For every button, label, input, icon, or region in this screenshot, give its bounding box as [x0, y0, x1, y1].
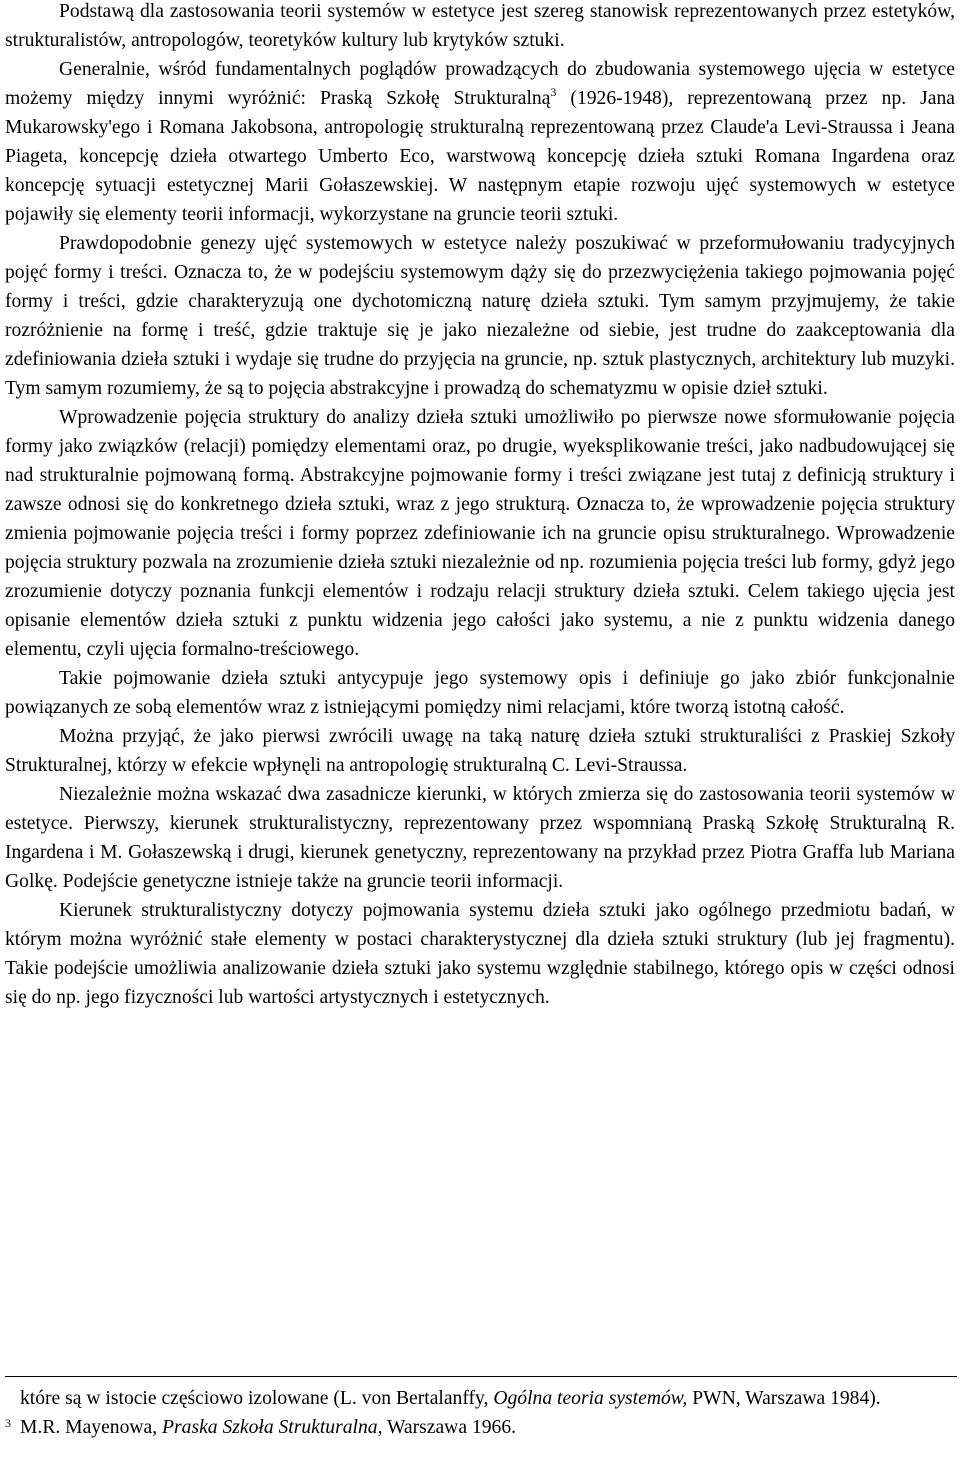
paragraph-text: (1926-1948), reprezentowaną przez np. Jana Mukarowsky'ego i Romana Jakobsona, antropologię strukturalną reprezentowaną przez Claude'a Levi-Straussa i Jeana Piageta, koncepcję dzieła otwartego Umberto Eco, warstwową koncepcję dzieła sztuki Romana Ingardena oraz koncepcję sytuacji estetycznej Marii Gołaszewskiej. W następnym etapie rozwoju ujęć systemowych w estetyce pojawiły się elementy teorii informacji, wykorzystane na gruncie teorii sztuki.: [5, 88, 955, 225]
footnote-text: M.R. Mayenowa,: [20, 1417, 163, 1438]
footnote-text: które są w istocie częściowo izolowane (L. von Bertalanffy,: [20, 1388, 494, 1409]
footnote-separator: [5, 1376, 957, 1377]
footnotes: [5, 1384, 955, 1442]
paragraph-text: Podstawą dla zastosowania teorii systemów w estetyce jest szereg stanowisk reprezentowanych przez estetyków, strukturalistów, antropologów, teoretyków kultury lub krytyków sztuki.: [5, 1, 955, 51]
paragraph-4: [5, 403, 955, 664]
paragraph-6: [5, 722, 955, 780]
footnote-mark: 3: [5, 1416, 11, 1430]
paragraph-text: Wprowadzenie pojęcia struktury do analizy dzieła sztuki umożliwiło po pierwsze nowe sformułowanie pojęcia formy jako związków (relacji) pomiędzy elementami oraz, po drugie, wyeksplikowanie treści, jako nadbudowującej się nad strukturalnie pojmowaną formą. Abstrakcyjne pojmowanie formy i treści związane jest tutaj z definicją struktury i zawsze odnosi się do konkretnego dzieła sztuki, wraz z jego strukturą. Oznacza to, że wprowadzenie pojęcia struktury zmienia pojmowanie pojęcia treści i formy poprzez zdefiniowanie ich na gruncie opisu strukturalnego. Wprowadzenie pojęcia struktury pozwala na zrozumienie dzieła sztuki niezależnie od np. rozumienia pojęcia treści lub formy, gdyż jego zrozumienie dotyczy poznania funkcji elementów i rodzaju relacji struktury dzieła sztuki. Celem takiego ujęcia jest opisanie elementów dzieła sztuki z punktu widzenia jego całości jako systemu, a nie z punktu widzenia danego elementu, czyli ujęcia formalno-treściowego.: [5, 407, 955, 660]
paragraph-3: [5, 229, 955, 403]
footnote-title: Ogólna teoria systemów,: [493, 1388, 688, 1409]
footnote-text: PWN, Warszawa 1984).: [687, 1388, 881, 1409]
paragraph-text: Można przyjąć, że jako pierwsi zwrócili uwagę na taką naturę dzieła sztuki strukturaliści z Praskiej Szkoły Strukturalnej, którzy w efekcie wpłynęli na antropologię strukturalną C. Levi-Straussa.: [5, 726, 955, 776]
paragraph-text: Niezależnie można wskazać dwa zasadnicze kierunki, w których zmierza się do zastosowania teorii systemów w estetyce. Pierwszy, kierunek strukturalistyczny, reprezentowany przez wspomnianą Praską Szkołę Strukturalną R. Ingardena i M. Gołaszewską i drugi, kierunek genetyczny, reprezentowany na przykład przez Piotra Graffa lub Mariana Golkę. Podejście genetyczne istnieje także na gruncie teorii informacji.: [5, 784, 955, 892]
document-body: [5, 0, 955, 1012]
paragraph-text: Kierunek strukturalistyczny dotyczy pojmowania systemu dzieła sztuki jako ogólnego przedmiotu badań, w którym można wyróżnić stałe elementy w postaci charakterystycznej dla dzieła sztuki struktury (lub jej fragmentu). Takie podejście umożliwia analizowanie dzieła sztuki jako systemu względnie stabilnego, którego opis w części odnosi się do np. jego fizyczności lub wartości artystycznych i estetycznych.: [5, 900, 955, 1008]
paragraph-text: Prawdopodobnie genezy ujęć systemowych w estetyce należy poszukiwać w przeformułowaniu tradycyjnych pojęć formy i treści. Oznacza to, że w podejściu systemowym dąży się do przezwyciężenia takiego pojmowania pojęć formy i treści, gdzie charakteryzują one dychotomiczną naturę dzieła sztuki. Tym samym przyjmujemy, że takie rozróżnienie na formę i treść, gdzie traktuje się je jako niezależne od siebie, jest trudne do zaakceptowania dla zdefiniowania dzieła sztuki i wydaje się trudne do przyjęcia na gruncie, np. sztuk plastycznych, architektury lub muzyki. Tym samym rozumiemy, że są to pojęcia abstrakcyjne i prowadzą do schematyzmu w opisie dzieł sztuki.: [5, 233, 955, 399]
footnote-title: Praska Szkoła Strukturalna,: [162, 1417, 383, 1438]
paragraph-7: [5, 780, 955, 896]
footnote-3: [5, 1413, 955, 1442]
paragraph-2: [5, 55, 955, 229]
footnote-continuation: [5, 1384, 955, 1413]
paragraph-text: Generalnie, wśród fundamentalnych poglądów prowadzących do zbudowania systemowego ujęcia w estetyce możemy między innymi wyróżnić: Praską Szkołę Strukturalną: [5, 59, 955, 109]
paragraph-text: Takie pojmowanie dzieła sztuki antycypuje jego systemowy opis i definiuje go jako zbiór funkcjonalnie powiązanych ze sobą elementów wraz z istniejącymi pomiędzy nimi relacjami, które tworzą istotną całość.: [5, 668, 955, 718]
footnote-text: Warszawa 1966.: [382, 1417, 517, 1438]
paragraph-5: [5, 664, 955, 722]
paragraph-8: [5, 896, 955, 1012]
footnote-ref-3[interactable]: 3: [550, 85, 557, 99]
paragraph-1: [5, 0, 955, 55]
